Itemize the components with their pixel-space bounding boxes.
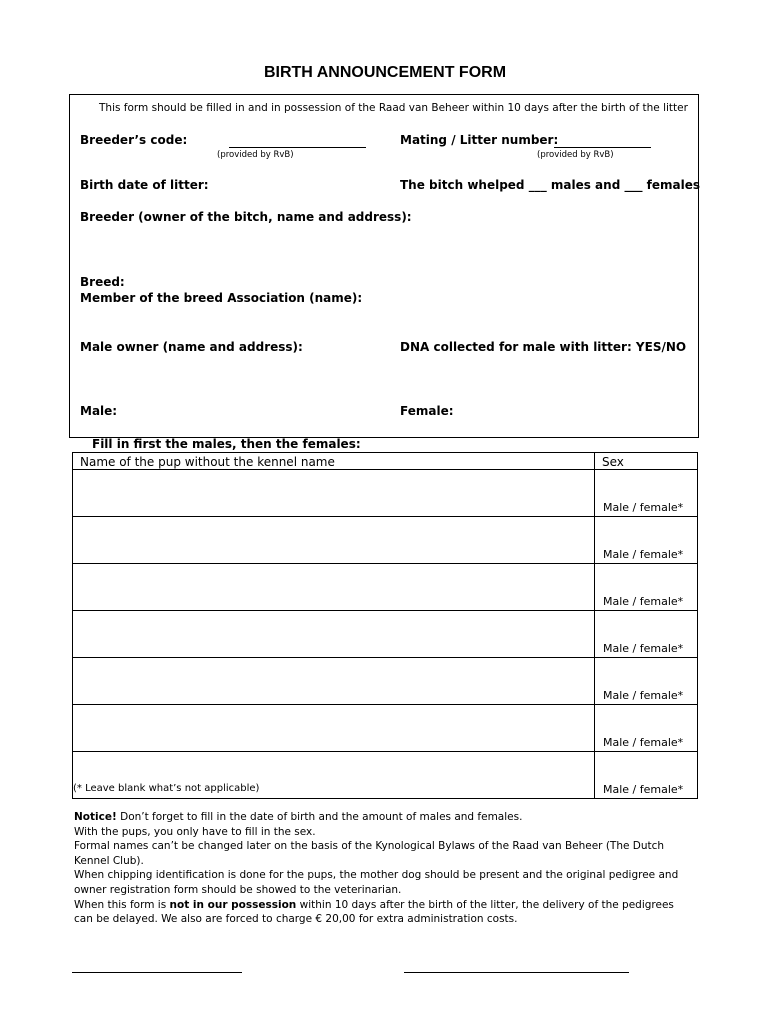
table-row — [73, 470, 698, 517]
table-row — [73, 564, 698, 611]
table-row — [73, 517, 698, 564]
pups-heading: Fill in first the males, then the females: — [92, 437, 361, 451]
breeders-code-note: (provided by RvB) — [217, 150, 294, 160]
pup-name-header: Name of the pup without the kennel name — [73, 453, 595, 470]
mating-litter-field[interactable] — [554, 147, 651, 148]
notice-section — [74, 810, 694, 927]
table-footnote: (* Leave blank what’s not applicable) — [73, 783, 260, 794]
table-row — [73, 705, 698, 752]
breeders-code-label: Breeder’s code: — [80, 133, 188, 147]
pup-name-cell[interactable] — [73, 611, 595, 658]
notice-paragraph-5 — [74, 898, 694, 927]
dna-collected-label: DNA collected for male with litter: YES/NO — [400, 340, 687, 354]
male-label: Male: — [80, 404, 118, 418]
whelped-label: The bitch whelped ___ males and ___ females — [400, 178, 700, 192]
birth-date-label: Birth date of litter: — [80, 178, 209, 192]
notice-line-4: When chipping identification is done for the pups, the mother dog should be present and the original pedigree and owner registration form should be showed to the veterinarian. — [74, 869, 679, 896]
mating-litter-label: Mating / Litter number: — [400, 133, 559, 147]
mating-litter-note: (provided by RvB) — [537, 150, 614, 160]
pup-sex-cell[interactable]: Male / female* — [595, 705, 698, 752]
pup-sex-cell[interactable]: Male / female* — [595, 470, 698, 517]
pup-name-cell[interactable] — [73, 517, 595, 564]
table-row — [73, 611, 698, 658]
female-label: Female: — [400, 404, 454, 418]
table-row — [73, 658, 698, 705]
pup-sex-cell[interactable]: Male / female* — [595, 564, 698, 611]
notice-line-2: With the pups, you only have to fill in the sex. — [74, 825, 316, 838]
notice-line-5-bold: not in our possession — [169, 898, 297, 911]
form-title: BIRTH ANNOUNCEMENT FORM — [263, 64, 507, 81]
pup-sex-cell[interactable]: Male / female* — [595, 752, 698, 799]
notice-line-5-post: within 10 days after the birth of the litter, the delivery of the pedigrees can be delayed. We also are forced to charge € 20,00 for extra administration costs. — [74, 898, 674, 926]
notice-lead: Notice! — [74, 811, 117, 823]
notice-line-1: Don’t forget to fill in the date of birth and the amount of males and females. — [116, 811, 523, 823]
table-header-row — [73, 453, 698, 470]
pup-name-cell[interactable] — [73, 658, 595, 705]
pup-sex-cell[interactable]: Male / female* — [595, 611, 698, 658]
notice-line-3: Formal names can’t be changed later on the basis of the Kynological Bylaws of the Raad van Beheer (The Dutch Kennel Club). — [74, 840, 665, 867]
pup-name-cell[interactable] — [73, 564, 595, 611]
notice-paragraph-1 — [74, 810, 694, 825]
signature-line-left[interactable] — [72, 972, 242, 973]
breeder-label: Breeder (owner of the bitch, name and address): — [80, 210, 412, 224]
pup-name-cell[interactable] — [73, 705, 595, 752]
male-owner-label: Male owner (name and address): — [80, 340, 303, 354]
litter-details-box — [69, 94, 699, 438]
pup-name-cell[interactable] — [73, 470, 595, 517]
signature-line-right[interactable] — [404, 972, 629, 973]
sex-header: Sex — [595, 453, 698, 470]
intro-text: This form should be filled in and in possession of the Raad van Beheer within 10 days after the birth of the litter — [99, 102, 688, 114]
breeders-code-field[interactable] — [229, 147, 366, 148]
pup-sex-cell[interactable]: Male / female* — [595, 658, 698, 705]
breed-label: Breed: — [80, 275, 125, 289]
pup-sex-cell[interactable]: Male / female* — [595, 517, 698, 564]
notice-line-5-pre: When this form is — [74, 898, 170, 911]
member-association-label: Member of the breed Association (name): — [80, 291, 363, 305]
pups-table — [72, 452, 698, 799]
